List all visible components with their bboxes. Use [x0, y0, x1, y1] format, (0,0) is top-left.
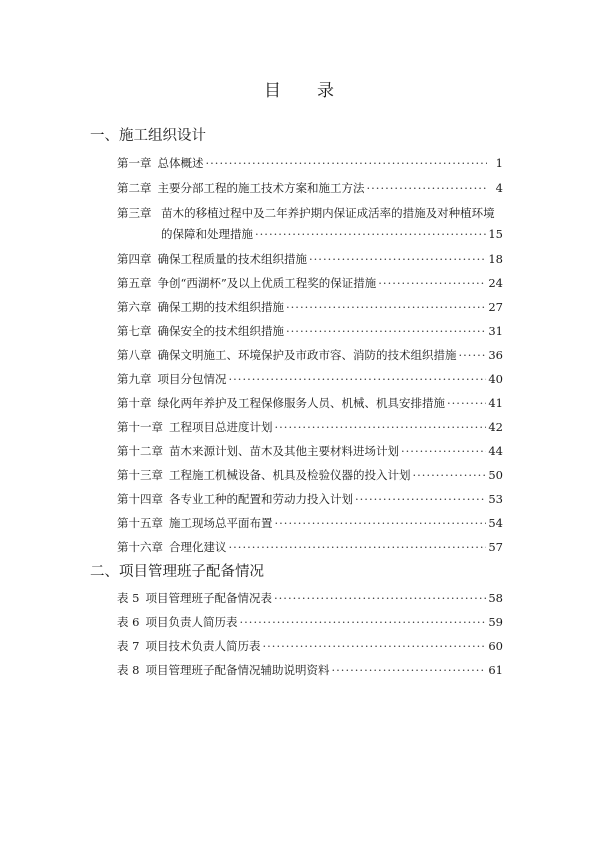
- chapter-number: 第十一章: [117, 420, 163, 434]
- table-title: 项目技术负责人简历表: [145, 639, 261, 653]
- page-number: 41: [488, 396, 503, 410]
- page-number: 31: [488, 324, 503, 338]
- toc-entry[interactable]: [117, 347, 503, 363]
- dot-leader: [286, 323, 486, 339]
- chapter-title: 确保工期的技术组织措施: [157, 300, 284, 314]
- page-number: 24: [488, 276, 503, 290]
- chapter-number: 第十三章: [117, 468, 163, 482]
- dot-leader: [378, 275, 486, 291]
- dot-leader: [286, 299, 486, 315]
- table-title: 项目管理班子配备情况辅助说明资料: [145, 663, 330, 677]
- toc-entry[interactable]: [117, 638, 503, 654]
- toc-entry[interactable]: [117, 275, 503, 291]
- chapter-title: 各专业工种的配置和劳动力投入计划: [169, 492, 353, 506]
- dot-leader: [447, 395, 486, 411]
- dot-leader: [367, 180, 488, 196]
- table-number: 表 8: [117, 663, 140, 677]
- dot-leader: [262, 638, 486, 654]
- dot-leader: [309, 251, 486, 267]
- page-number: 61: [488, 663, 503, 677]
- chapter-title: 项目分包情况: [157, 372, 227, 386]
- dot-leader: [275, 515, 487, 531]
- dot-leader: [275, 419, 487, 435]
- chapter-number: 第十二章: [117, 444, 163, 458]
- table-number: 表 6: [117, 615, 140, 629]
- table-title: 项目管理班子配备情况表: [145, 591, 272, 605]
- toc-entry[interactable]: [117, 590, 503, 606]
- dot-leader: [229, 539, 487, 555]
- toc-entry[interactable]: [117, 419, 503, 435]
- chapter-title: 工程项目总进度计划: [169, 420, 273, 434]
- toc-entry[interactable]: [117, 662, 503, 678]
- toc-entry[interactable]: [117, 155, 503, 171]
- chapter-number: 第十四章: [117, 492, 163, 506]
- page-number: 53: [488, 492, 503, 506]
- chapter-number: 第十六章: [117, 540, 163, 554]
- page-number: 36: [488, 348, 503, 362]
- section-heading: 二、项目管理班子配备情况: [90, 564, 264, 580]
- chapter-number: 第三章: [117, 206, 152, 220]
- dot-leader: [255, 226, 486, 242]
- title-right: 录: [317, 81, 336, 101]
- chapter-title: 苗木的移植过程中及二年养护期内保证成活率的措施及对种植环境: [161, 206, 495, 220]
- toc-entry[interactable]: [117, 539, 503, 555]
- chapter-title: 确保文明施工、环境保护及市政市容、消防的技术组织措施: [157, 348, 457, 362]
- dot-leader: [355, 491, 486, 507]
- toc-entry[interactable]: [117, 614, 503, 630]
- chapter-number: 第五章: [117, 276, 152, 290]
- page-number: 44: [488, 444, 503, 458]
- dot-leader: [206, 155, 488, 171]
- title-left: 目: [264, 81, 283, 101]
- page-number: 40: [488, 372, 503, 386]
- chapter-number: 第二章: [117, 181, 152, 195]
- table-title: 项目负责人简历表: [145, 615, 238, 629]
- dot-leader: [331, 662, 486, 678]
- chapter-title: 工程施工机械设备、机具及检验仪器的投入计划: [169, 468, 411, 482]
- page-title: [0, 76, 600, 101]
- chapter-title: 合理化建议: [169, 540, 227, 554]
- toc-entry[interactable]: [117, 515, 503, 531]
- toc-entry[interactable]: [117, 467, 503, 483]
- section-heading: 一、施工组织设计: [90, 128, 206, 144]
- chapter-title: 争创“西湖杯”及以上优质工程奖的保证措施: [157, 276, 377, 290]
- toc-entry[interactable]: [117, 443, 503, 459]
- toc-entry[interactable]: [117, 491, 503, 507]
- page-number: 27: [488, 300, 503, 314]
- toc-entry-line1[interactable]: [117, 205, 495, 221]
- chapter-number: 第六章: [117, 300, 152, 314]
- table-number: 表 7: [117, 639, 140, 653]
- page-number: 50: [488, 468, 503, 482]
- toc-entry[interactable]: [117, 395, 503, 411]
- page-number: 4: [495, 181, 503, 195]
- page-number: 15: [488, 227, 503, 241]
- toc-entry[interactable]: [117, 251, 503, 267]
- toc-entry[interactable]: [117, 323, 503, 339]
- dot-leader: [459, 347, 487, 363]
- table-number: 表 5: [117, 591, 140, 605]
- chapter-title-cont: 的保障和处理措施: [161, 227, 253, 241]
- dot-leader: [274, 590, 486, 606]
- dot-leader: [239, 614, 486, 630]
- dot-leader: [229, 371, 487, 387]
- chapter-number: 第四章: [117, 252, 152, 266]
- toc-entry[interactable]: [117, 299, 503, 315]
- page-number: 57: [488, 540, 503, 554]
- chapter-title: 总体概述: [157, 156, 204, 170]
- toc-entry[interactable]: [117, 371, 503, 387]
- page-number: 54: [488, 516, 503, 530]
- chapter-number: 第十五章: [117, 516, 163, 530]
- chapter-title: 施工现场总平面布置: [169, 516, 273, 530]
- toc-entry-line2[interactable]: [161, 226, 503, 242]
- chapter-number: 第一章: [117, 156, 152, 170]
- page-number: 59: [488, 615, 503, 629]
- page-number: 60: [488, 639, 503, 653]
- chapter-number: 第八章: [117, 348, 152, 362]
- page-number: 1: [495, 156, 503, 170]
- dot-leader: [401, 443, 486, 459]
- chapter-title: 苗木来源计划、苗木及其他主要材料进场计划: [169, 444, 399, 458]
- dot-leader: [413, 467, 487, 483]
- page-number: 42: [488, 420, 503, 434]
- chapter-title: 主要分部工程的施工技术方案和施工方法: [157, 181, 365, 195]
- chapter-title: 绿化两年养护及工程保修服务人员、机械、机具安排措施: [157, 396, 445, 410]
- page-number: 58: [488, 591, 503, 605]
- chapter-number: 第十章: [117, 396, 152, 410]
- chapter-title: 确保工程质量的技术组织措施: [157, 252, 307, 266]
- chapter-title: 确保安全的技术组织措施: [157, 324, 284, 338]
- chapter-number: 第九章: [117, 372, 152, 386]
- chapter-number: 第七章: [117, 324, 152, 338]
- toc-entry[interactable]: [117, 180, 503, 196]
- page-number: 18: [488, 252, 503, 266]
